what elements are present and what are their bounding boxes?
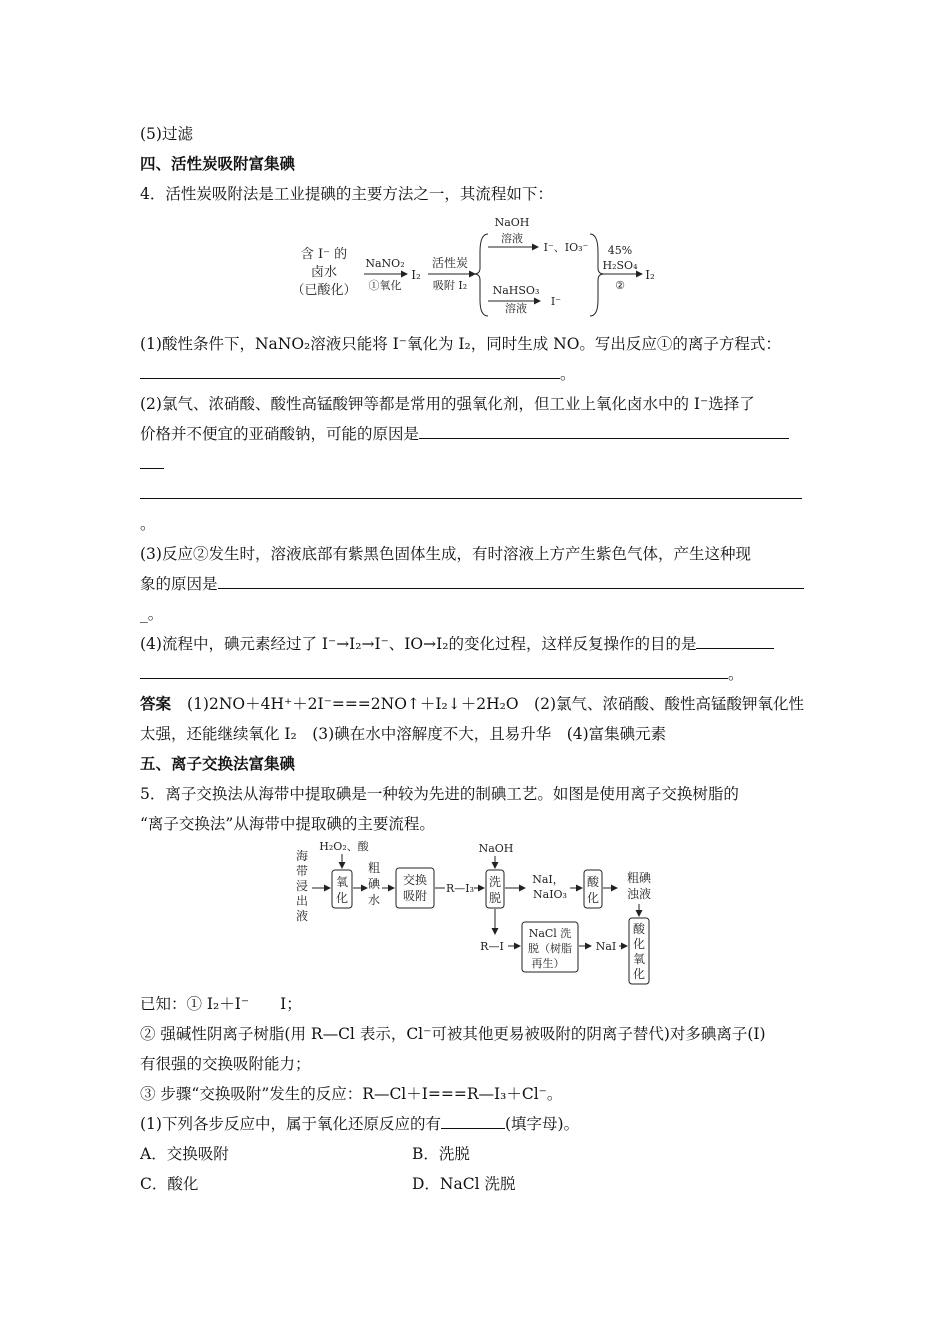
flow-start-2: 卤水 (310, 265, 338, 280)
option-c[interactable]: C．酸化 (140, 1175, 199, 1193)
flow-reagent-nano2: NaNO₂ (365, 257, 405, 270)
box-exchange-label: 交换 (402, 873, 428, 887)
known-2: ② 强碱性阴离子树脂(用 R—Cl 表示，Cl⁻可被其他更易被吸附的阴离子替代)对多碘离子(I) (140, 1025, 766, 1043)
text-fragment: (1)下列各步反应中，属于氧化还原反应的有 (140, 1115, 441, 1133)
kelp-char: 浸 (295, 879, 309, 893)
crude-char: 碘 (367, 877, 381, 891)
turbid-label: 粗碘 (626, 871, 652, 885)
flow-brace-left (474, 234, 488, 316)
ion-exchange-flowchart (292, 838, 672, 986)
text-line: (5)过滤 (140, 125, 193, 143)
answer-blank[interactable] (140, 484, 802, 499)
known-2-cont: 有很强的交换吸附能力； (140, 1055, 311, 1073)
answer-label: 答案 (140, 694, 172, 713)
flow-step-2: ② (615, 279, 625, 292)
flow-adsorb: 吸附 I₂ (432, 279, 468, 292)
answer-blank[interactable] (696, 634, 774, 649)
option-d[interactable]: D．NaCl 洗脱 (412, 1175, 516, 1193)
answer-blank[interactable] (419, 424, 789, 439)
question-intro: 4．活性炭吸附法是工业提碘的主要方法之一，其流程如下： (140, 185, 553, 203)
question-5-intro-cont: “离子交换法”从海带中提取碘的主要流程。 (140, 815, 435, 833)
question-4-4 (140, 634, 774, 654)
nai-label: NaI， (532, 873, 564, 886)
flow-i2: I₂ (411, 268, 421, 282)
question-4-1: (1)酸性条件下，NaNO₂溶液只能将 I⁻氧化为 I₂，同时生成 NO。写出反应①的离子方程式： (140, 335, 781, 353)
kelp-char: 出 (295, 894, 309, 908)
flow-product-up: I⁻、IO₃⁻ (543, 241, 589, 254)
box-acid-ox-label: 化 (632, 967, 646, 981)
nai2-label: NaI (595, 940, 617, 953)
flow-solution: 溶液 (501, 232, 523, 245)
box-acidify-label: 酸 (586, 875, 600, 889)
question-5-intro: 5．离子交换法从海带中提取碘是一种较为先进的制碘工艺。如图是使用离子交换树脂的 (140, 785, 739, 803)
flow-start-3: （已酸化） (291, 283, 357, 298)
resin-ri3: R—I₃ (445, 882, 475, 895)
kelp-char: 液 (295, 909, 309, 923)
naio3-label: NaIO₃ (533, 888, 567, 901)
flow-45pct: 45% (607, 244, 633, 257)
crude-char: 水 (367, 893, 381, 907)
section-heading: 五、离子交换法富集碘 (140, 754, 296, 773)
flow-product-down: I⁻ (550, 295, 562, 308)
box-elute-label: 洗 (488, 875, 502, 889)
flow-carbon: 活性炭 (431, 256, 469, 270)
flow-solution: 溶液 (505, 302, 527, 315)
answer-line-1 (140, 694, 804, 714)
option-a[interactable]: A．交换吸附 (140, 1145, 229, 1163)
line-end: 。 (140, 515, 156, 533)
iodine-adsorption-flowchart (290, 212, 670, 324)
text-fragment: (填字母)。 (504, 1115, 580, 1133)
question-5-1 (140, 1114, 579, 1134)
box-nacl-label: NaCl 洗 (528, 927, 572, 940)
box-acid-ox-label: 氧 (632, 952, 646, 966)
answer-blank-line (140, 664, 744, 684)
reagent-naoh: NaOH (478, 842, 514, 855)
answer-blank-line (140, 364, 576, 384)
reagent-h2o2: H₂O₂、酸 (319, 840, 369, 853)
option-b[interactable]: B．洗脱 (412, 1145, 470, 1163)
line-end: _。 (140, 605, 164, 623)
text-fragment: 价格并不便宜的亚硝酸钠，可能的原因是 (140, 425, 420, 443)
text-fragment: (4)流程中，碘元素经过了 I⁻→I₂→I⁻、IO→I₂的变化过程，这样反复操作的目的是 (140, 635, 697, 653)
flow-brace-right (590, 234, 604, 316)
kelp-char: 带 (295, 864, 309, 878)
box-nacl-label: 再生） (531, 957, 565, 970)
answer-blank[interactable] (140, 364, 560, 379)
box-acid-ox-label: 酸 (632, 922, 646, 936)
box-acid-ox-label: 化 (632, 937, 646, 951)
section-heading: 四、活性炭吸附富集碘 (140, 154, 296, 173)
resin-ri: R—I (480, 940, 504, 953)
flow-h2so4: H₂SO₄ (602, 259, 638, 272)
flow-nahso3: NaHSO₃ (492, 284, 540, 297)
box-exchange-label: 吸附 (402, 889, 428, 903)
kelp-char: 海 (295, 849, 309, 863)
box-acidify-label: 化 (586, 891, 600, 905)
answer-blank[interactable] (218, 574, 804, 589)
text-fragment: 象的原因是 (140, 575, 218, 593)
turbid-label: 浊液 (626, 887, 652, 901)
flow-naoh: NaOH (494, 216, 530, 229)
box-oxidize-label: 氧 (335, 875, 349, 889)
answer-line-2: 太强，还能继续氧化 I₂ (3)碘在水中溶解度不大，且易升华 (4)富集碘元素 (140, 725, 667, 743)
question-4-2-cont (140, 424, 789, 444)
answer-blank-line (140, 454, 164, 474)
answer-blank[interactable] (140, 454, 164, 469)
answer-blank-line (140, 484, 802, 504)
known-1: 已知：① I₂＋I⁻ I； (140, 995, 302, 1013)
box-oxidize-label: 化 (335, 891, 349, 905)
crude-char: 粗 (367, 861, 381, 875)
box-nacl-label: 脱（树脂 (528, 942, 572, 955)
box-elute-label: 脱 (488, 891, 502, 905)
known-3: ③ 步骤“交换吸附”发生的反应：R—Cl＋I===R—I₃＋Cl⁻。 (140, 1085, 563, 1103)
question-4-3-cont (140, 574, 804, 594)
line-end: 。 (560, 365, 576, 383)
question-4-2: (2)氯气、浓硝酸、酸性高锰酸钾等都是常用的强氧化剂，但工业上氧化卤水中的 I⁻选择了 (140, 395, 755, 413)
flow-start-1: 含 I⁻ 的 (300, 247, 348, 262)
flow-final-i2: I₂ (645, 268, 655, 282)
line-end: 。 (728, 665, 744, 683)
flow-step-oxidize: ①氧化 (368, 279, 402, 292)
answer-text: (1)2NO＋4H⁺＋2I⁻===2NO↑＋I₂↓＋2H₂O (2)氯气、浓硝酸、酸性高锰酸钾氧化性 (187, 695, 804, 713)
answer-blank[interactable] (441, 1114, 505, 1129)
answer-blank[interactable] (140, 664, 728, 679)
question-4-3: (3)反应②发生时，溶液底部有紫黑色固体生成，有时溶液上方产生紫色气体，产生这种现 (140, 545, 751, 563)
